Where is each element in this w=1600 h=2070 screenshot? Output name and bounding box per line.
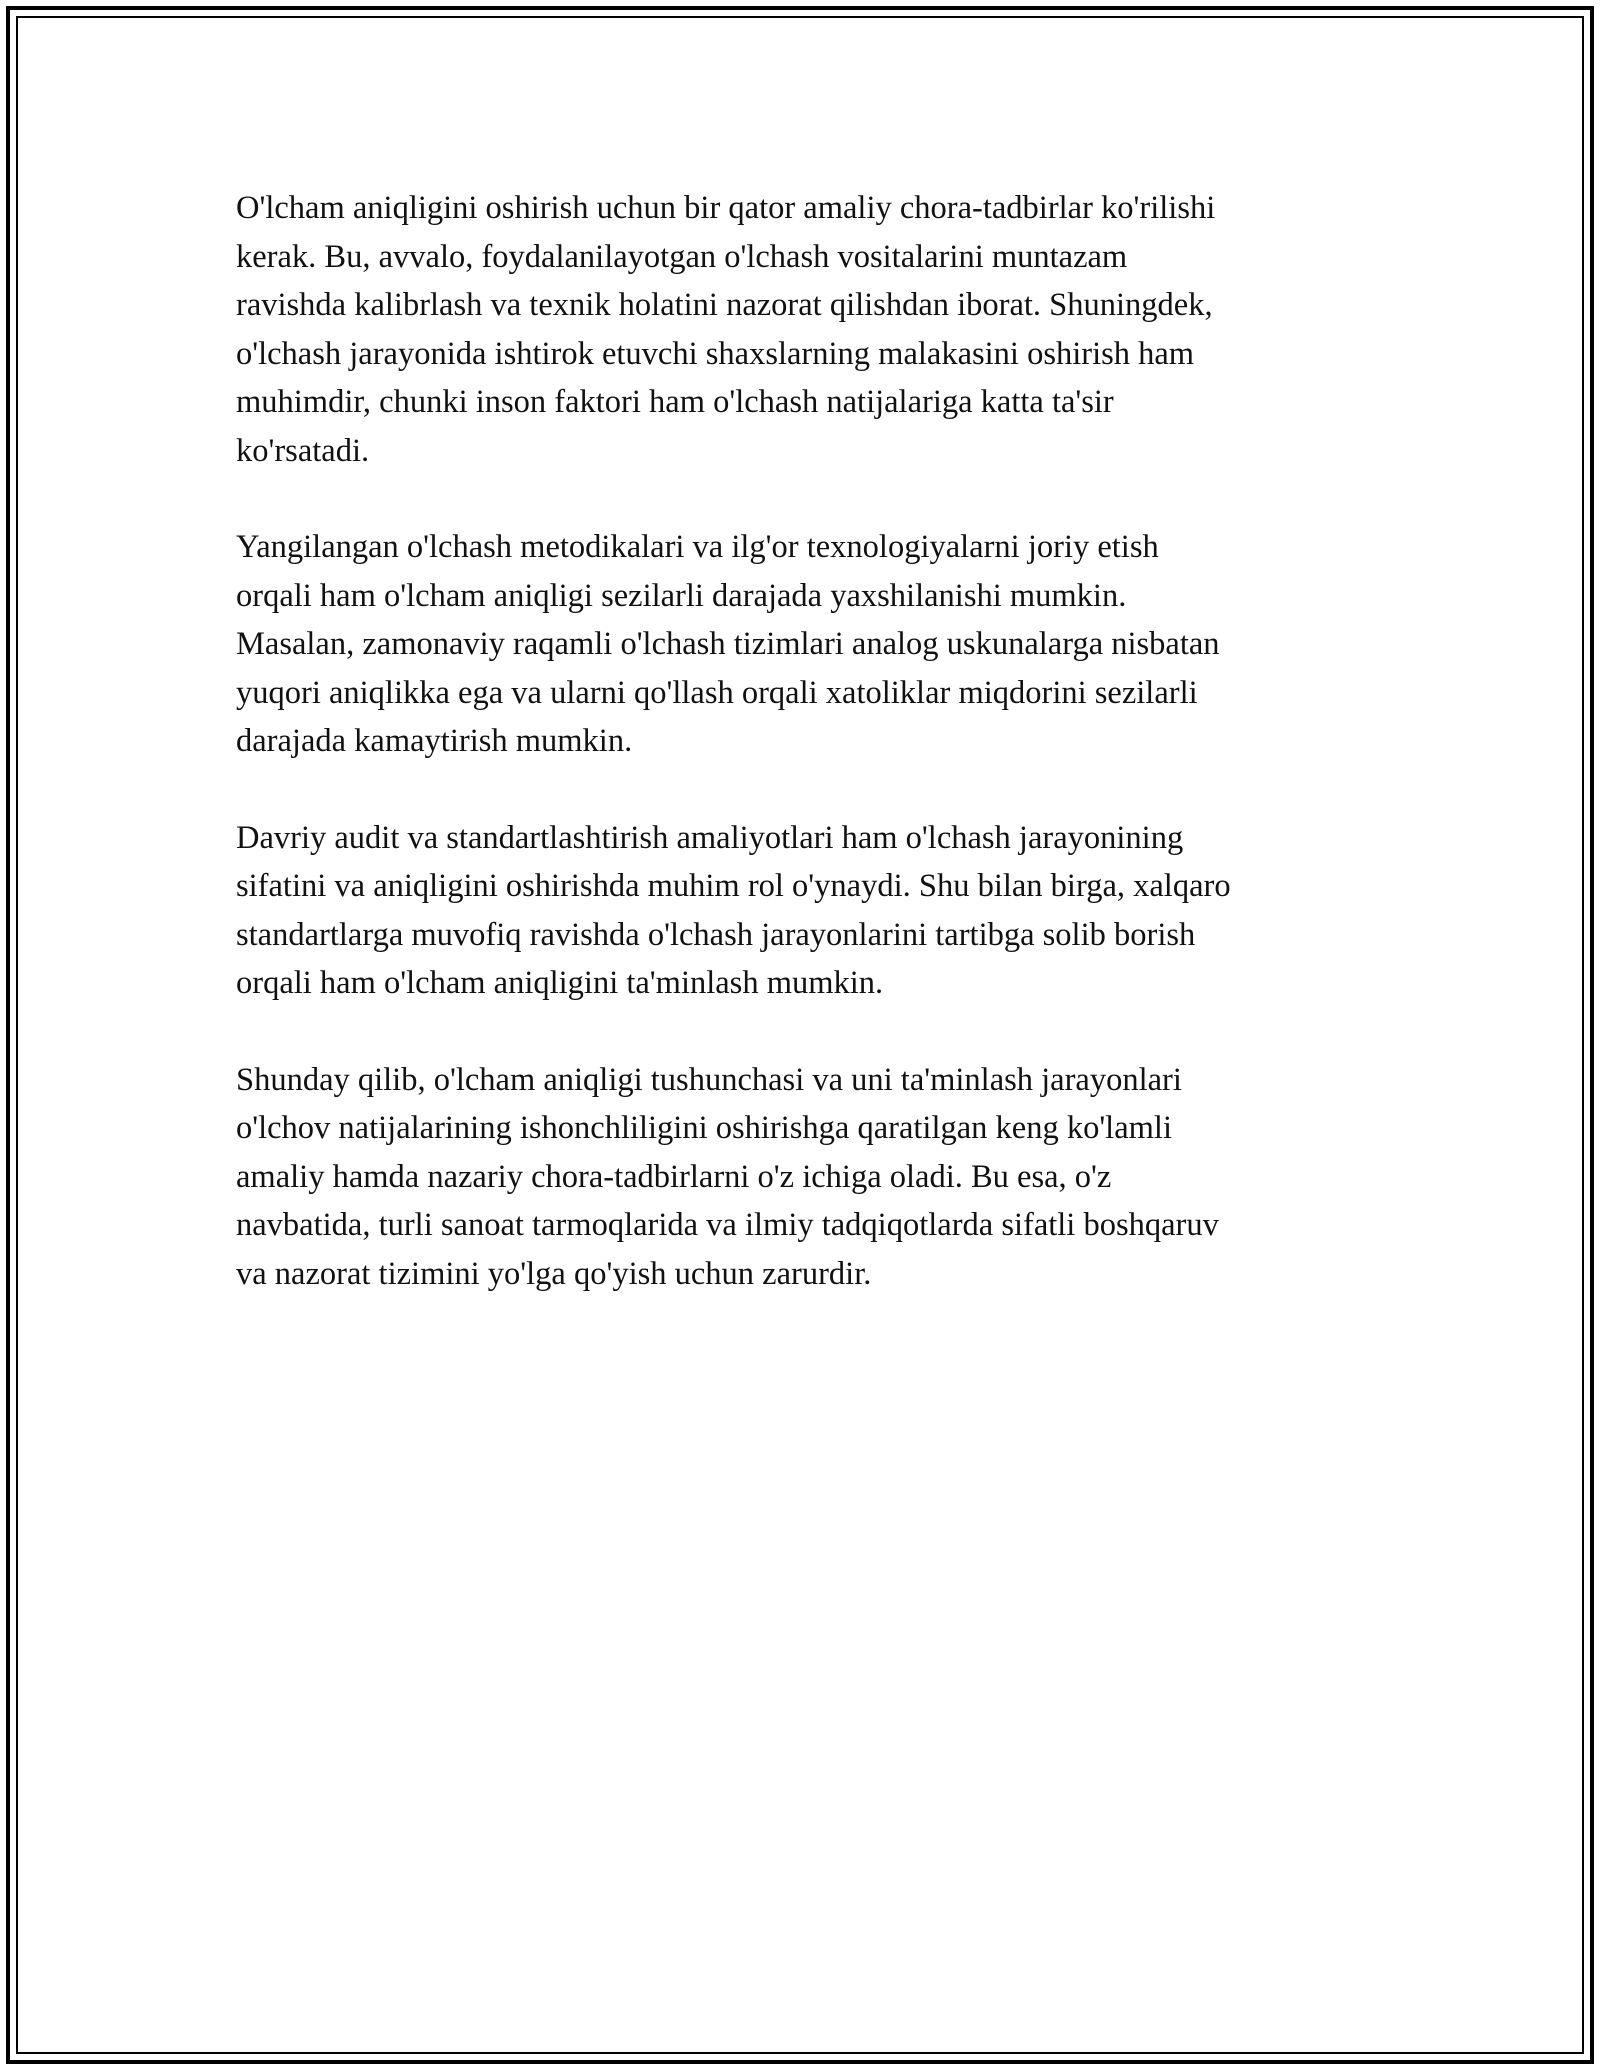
paragraph-4: Shunday qilib, o'lcham aniqligi tushunchasi va uni ta'minlash jarayonlari o'lchov natijalarining ishonchliligini oshirishga qaratilgan keng ko'lamli amaliy hamda nazariy chora-tadbirlarni o'z ichiga oladi. Bu esa, o'z navbatida, turli sanoat tarmoqlarida va ilmiy tadqiqotlarda sifatli boshqaruv va nazorat tizimini yo'lga qo'yish uchun zarurdir. [236, 1061, 1219, 1292]
paragraph-1: O'lcham aniqligini oshirish uchun bir qator amaliy chora-tadbirlar ko'rilishi kerak. Bu, avvalo, foydalanilayotgan o'lchash vositalarini muntazam ravishda kalibrlash va texnik holatini nazorat qilishdan iborat. Shuningdek, o'lchash jarayonida ishtirok etuvchi shaxslarning malakasini oshirish ham muhimdir, chunki inson faktori ham o'lchash natijalariga katta ta'sir ko'rsatadi. [236, 190, 1216, 469]
paragraph-2: Yangilangan o'lchash metodikalari va ilg'or texnologiyalarni joriy etish orqali ham o'lcham aniqligi sezilarli darajada yaxshilanishi mumkin. Masalan, zamonaviy raqamli o'lchash tizimlari analog uskunalarga nisbatan yuqori aniqlikka ega va ularni qo'llash orqali xatoliklar miqdorini sezilarli darajada kamaytirish mumkin. [236, 529, 1220, 759]
paragraph-3: Davriy audit va standartlashtirish amaliyotlari ham o'lchash jarayonining sifatini va aniqligini oshirishda muhim rol o'ynaydi. Shu bilan birga, xalqaro standartlarga muvofiq ravishda o'lchash jarayonlarini tartibga solib borish orqali ham o'lcham aniqligini ta'minlash mumkin. [236, 819, 1231, 1001]
document-body [236, 184, 1366, 1346]
